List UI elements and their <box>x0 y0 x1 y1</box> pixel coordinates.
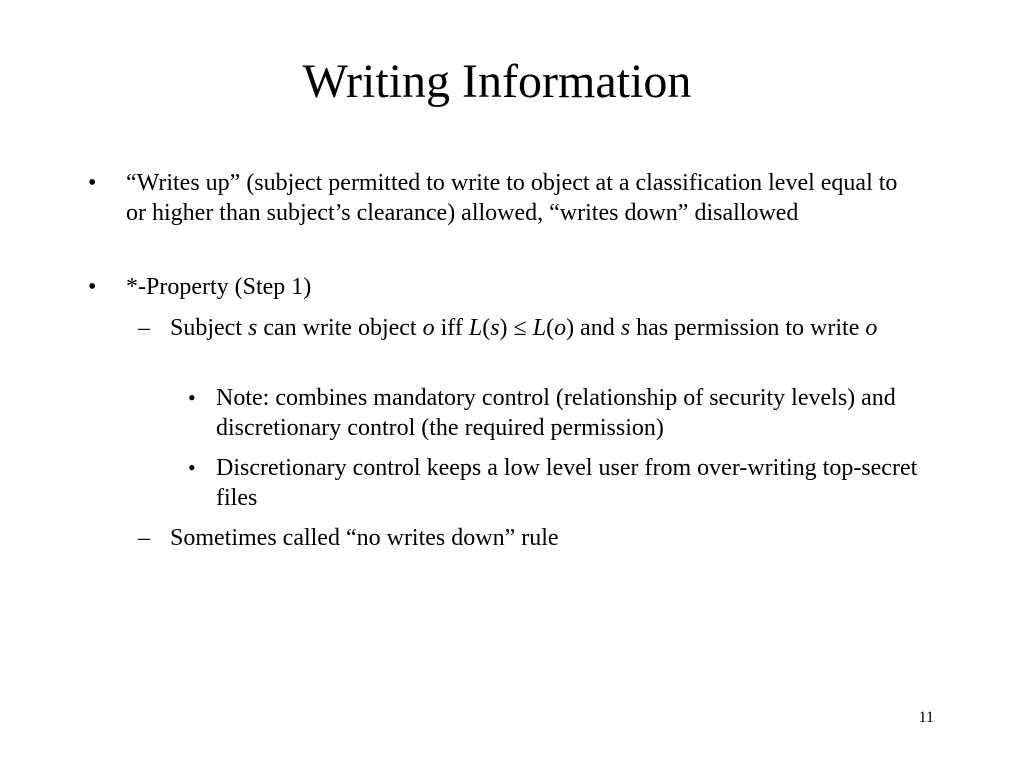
text-part: has permission to write <box>630 315 866 341</box>
var-o: o <box>865 315 878 341</box>
var-s: s <box>248 315 258 341</box>
text-part: ( <box>546 315 555 341</box>
slide-title: Writing Information <box>302 55 692 108</box>
var-o: o <box>422 315 435 341</box>
sub-bullet-text: Sometimes called “no writes down” rule <box>170 525 559 551</box>
bullet-text: *-Property (Step 1) <box>126 274 312 300</box>
bullet-marker: • <box>188 385 196 410</box>
var-L: L <box>532 315 547 341</box>
text-part: ) and <box>566 315 621 341</box>
dash-marker: – <box>138 525 150 551</box>
text-part: ( <box>482 315 491 341</box>
bullet-marker: • <box>88 274 97 300</box>
var-o: o <box>554 315 567 341</box>
bullet-marker: • <box>188 455 196 480</box>
text-part: can write object <box>257 315 423 341</box>
dash-marker: – <box>138 315 150 341</box>
note-text: Note: combines mandatory control (relationship of security levels) and discretionary control (the required permission) <box>216 385 896 441</box>
sub-bullet-text <box>170 313 930 343</box>
bullet-text: “Writes up” (subject permitted to write to object at a classification level equal to or higher than subject’s clearance) allowed, “writes down” disallowed <box>126 170 898 226</box>
text-part: iff <box>434 315 469 341</box>
text-part: ) ≤ <box>499 315 533 341</box>
var-L: L <box>468 315 483 341</box>
note-text: Discretionary control keeps a low level user from over-writing top-secret files <box>216 455 918 511</box>
page-number: 11 <box>918 709 934 726</box>
var-s: s <box>490 315 500 341</box>
bullet-marker: • <box>88 170 97 196</box>
var-s: s <box>620 315 631 341</box>
text-part: Subject <box>170 315 248 341</box>
